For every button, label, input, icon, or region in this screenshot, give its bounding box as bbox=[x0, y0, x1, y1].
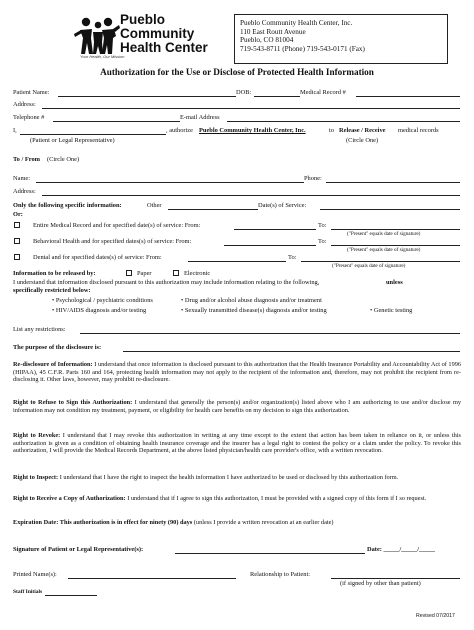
org-line3: Health Center bbox=[120, 40, 208, 56]
patient-name-field[interactable] bbox=[58, 96, 236, 97]
understand-text: I understand that information disclosed pursuant to this authorization may include information relating to the following, bbox=[13, 279, 320, 286]
circle-one-caption: (Circle One) bbox=[346, 137, 379, 144]
address-line: Pueblo Community Health Center, Inc. bbox=[240, 19, 353, 27]
staff-initials-label: Staff Initials bbox=[13, 589, 43, 595]
revised-date: Revised 07/2017 bbox=[416, 613, 455, 619]
telephone-label: Telephone # bbox=[13, 114, 45, 121]
bullet-item: • Drug and/or alcohol abuse diagnosis and/or treatment bbox=[181, 297, 322, 304]
expiration-paragraph bbox=[13, 519, 461, 527]
revoke-heading: Right to Revoke: bbox=[13, 432, 61, 439]
printed-name-label: Printed Name(s): bbox=[13, 571, 57, 578]
authorize-text: , authorize bbox=[166, 127, 193, 134]
medical-record-field[interactable] bbox=[356, 96, 460, 97]
address-line: 719-543-8711 (Phone) 719-543-0171 (Fax) bbox=[240, 44, 365, 53]
behavioral-health-to-label: To: bbox=[318, 238, 327, 245]
dental-to-label: To: bbox=[288, 254, 297, 261]
address-box bbox=[234, 14, 448, 64]
logo-tagline: Your Health, Our Mission bbox=[80, 54, 125, 59]
or-label: Or: bbox=[13, 211, 23, 218]
purpose-label: The purpose of the disclosure is: bbox=[13, 344, 102, 351]
relationship-label: Relationship to Patient: bbox=[250, 571, 310, 578]
dental-from-field[interactable] bbox=[188, 261, 286, 262]
logo-figures-icon bbox=[72, 16, 120, 56]
logo-wordmark bbox=[120, 13, 208, 56]
telephone-field[interactable] bbox=[53, 121, 180, 122]
electronic-label: Electronic bbox=[184, 270, 211, 277]
recipient-phone-field[interactable] bbox=[326, 182, 460, 183]
dental-to-field[interactable] bbox=[301, 261, 460, 262]
org-line2: Community bbox=[120, 26, 195, 42]
entire-record-to-label: To: bbox=[318, 222, 327, 229]
recipient-address-field[interactable] bbox=[42, 195, 460, 196]
revoke-paragraph bbox=[13, 432, 461, 455]
org-name-underlined: Pueblo Community Health Center, Inc. bbox=[199, 127, 306, 134]
address-field[interactable] bbox=[42, 108, 460, 109]
printed-name-field[interactable] bbox=[68, 578, 236, 579]
email-field[interactable] bbox=[227, 121, 460, 122]
electronic-checkbox[interactable] bbox=[173, 270, 179, 276]
restrictions-field[interactable] bbox=[80, 333, 460, 334]
dates-of-service-field[interactable] bbox=[320, 209, 460, 210]
release-by-label: Information to be released by: bbox=[13, 270, 96, 277]
expiration-heading: Expiration Date: bbox=[13, 519, 59, 526]
behavioral-health-from-field[interactable] bbox=[224, 245, 316, 246]
signature-date-label: Date: _____/_____/_____ bbox=[367, 546, 435, 553]
refuse-paragraph bbox=[13, 399, 461, 414]
redisclosure-paragraph bbox=[13, 361, 461, 384]
behavioral-health-label: Behavioral Health and for specified dates(s) of service: From: bbox=[33, 238, 192, 245]
i-label: I, bbox=[13, 127, 17, 134]
patient-or-rep-caption: (Patient or Legal Representative) bbox=[30, 137, 115, 144]
present-note: ("Present" equals date of signature) bbox=[347, 247, 421, 253]
expiration-rest-text: (unless I provide a written revocation at an earlier date) bbox=[192, 519, 334, 526]
inspect-heading: Right to Inspect: bbox=[13, 474, 59, 481]
specifically-restricted-text: specifically restricted below: bbox=[13, 287, 91, 294]
dob-field[interactable] bbox=[254, 96, 300, 97]
recipient-name-field[interactable] bbox=[36, 182, 304, 183]
other-label: Other bbox=[147, 202, 162, 209]
address-line: Pueblo, CO 81004 bbox=[240, 36, 294, 45]
recipient-name-label: Name: bbox=[13, 175, 31, 182]
inspect-text: I understand that I have the right to inspect the health information I have authorized to be used or disclosed by this authorization form. bbox=[58, 474, 399, 481]
relationship-field[interactable] bbox=[331, 578, 460, 579]
copy-heading: Right to Receive a Copy of Authorization: bbox=[13, 495, 126, 502]
copy-paragraph bbox=[13, 495, 461, 503]
inspect-paragraph bbox=[13, 474, 461, 482]
form-title: Authorization for the Use or Disclose of Protected Health Information bbox=[100, 67, 374, 77]
entire-record-to-field[interactable] bbox=[331, 229, 460, 230]
release-receive-text: Release / Receive bbox=[339, 127, 386, 134]
to-text: to bbox=[329, 127, 334, 134]
recipient-phone-label: Phone: bbox=[304, 175, 322, 182]
dental-checkbox[interactable] bbox=[14, 254, 20, 260]
if-signed-caption: (if signed by other than patient) bbox=[340, 580, 421, 587]
paper-label: Paper bbox=[137, 270, 152, 277]
dental-label: Dental and for specified dates(s) of service: From: bbox=[33, 254, 162, 261]
redisclosure-heading: Re-disclosure of Information: bbox=[13, 361, 93, 368]
entire-record-from-field[interactable] bbox=[234, 229, 316, 230]
other-field[interactable] bbox=[168, 209, 258, 210]
refuse-heading: Right to Refuse to Sign this Authorization: bbox=[13, 399, 133, 406]
expiration-bold-text: This authorization is in effect for ninety (90) days bbox=[58, 519, 193, 526]
bullet-item: • Psychological / psychiatric conditions bbox=[52, 297, 153, 304]
behavioral-health-to-field[interactable] bbox=[331, 245, 460, 246]
entire-record-checkbox[interactable] bbox=[14, 222, 20, 228]
signature-field[interactable] bbox=[175, 553, 365, 554]
patient-name-label: Patient Name: bbox=[13, 89, 50, 96]
bullet-item: • Sexually transmitted disease(s) diagnosis and/or testing bbox=[181, 307, 327, 314]
medical-record-label: Medical Record # bbox=[300, 89, 346, 96]
purpose-field[interactable] bbox=[123, 351, 460, 352]
dob-label: DOB: bbox=[236, 89, 252, 96]
refuse-text: I understand that generally the person(s) and/or organization(s) listed above who I am authorizing to use and/or disclose my information may not condition my treatment, payment, or eligibility for health care benefits on my decision to sign this authorization. bbox=[13, 399, 461, 414]
revoke-text: I understand that I may revoke this authorization in writing at any time except to the extent that action has been taken in reliance on it, or unless this authorization is given as a condition of obtaining health insurance coverage and the insurer has a legal right to contest the policy or a claim under the policy. To revoke this authorization, I will provide the Medical Records Department, at the above listed physician/health care provider's office, with a written revocation. bbox=[13, 432, 461, 455]
behavioral-health-checkbox[interactable] bbox=[14, 238, 20, 244]
address-line: 110 East Routt Avenue bbox=[240, 27, 306, 36]
bullet-item: • HIV/AIDS diagnosis and/or testing bbox=[52, 307, 147, 314]
address-label: Address: bbox=[13, 101, 36, 108]
dates-of-service-label: Date(s) of Service: bbox=[258, 202, 307, 209]
present-note: ("Present" equals date of signature) bbox=[347, 231, 421, 237]
copy-text: I understand that if I agree to sign this authorization, I must be provided with a signed copy of this form if I so request. bbox=[125, 495, 427, 502]
to-from-circle: (Circle One) bbox=[47, 156, 80, 163]
org-line1: Pueblo bbox=[120, 12, 166, 27]
medical-records-text: medical records bbox=[398, 127, 439, 134]
redisclosure-text: I understand that once information is disclosed pursuant to this authorization that the Health Insurance Portability and Accountability Act of 1996 (HIPAA), 45 C.F.R. Parts 160 and 164, protecting health information may not apply to the recipient of the information and, therefore, may not prohibit the recipient from re-disclosing it. Other laws, however, may prohibit re-disclosure. bbox=[13, 361, 462, 384]
signature-label: Signature of Patient or Legal Representative(s): bbox=[13, 546, 144, 553]
to-from-label: To / From bbox=[13, 156, 40, 163]
representative-name-field[interactable] bbox=[20, 134, 166, 135]
entire-record-label: Entire Medical Record and for specified date(s) of service: From: bbox=[33, 222, 201, 229]
paper-checkbox[interactable] bbox=[126, 270, 132, 276]
staff-initials-field[interactable] bbox=[45, 595, 97, 596]
restrictions-label: List any restrictions: bbox=[13, 326, 66, 333]
bullet-item: • Genetic testing bbox=[370, 307, 413, 314]
present-note: ("Present" equals date of signature) bbox=[332, 263, 406, 269]
unless-text: unless bbox=[386, 279, 403, 286]
recipient-address-label: Address: bbox=[13, 188, 36, 195]
specific-info-heading: Only the following specific information: bbox=[13, 202, 122, 209]
email-label: E-mail Address bbox=[180, 114, 220, 121]
